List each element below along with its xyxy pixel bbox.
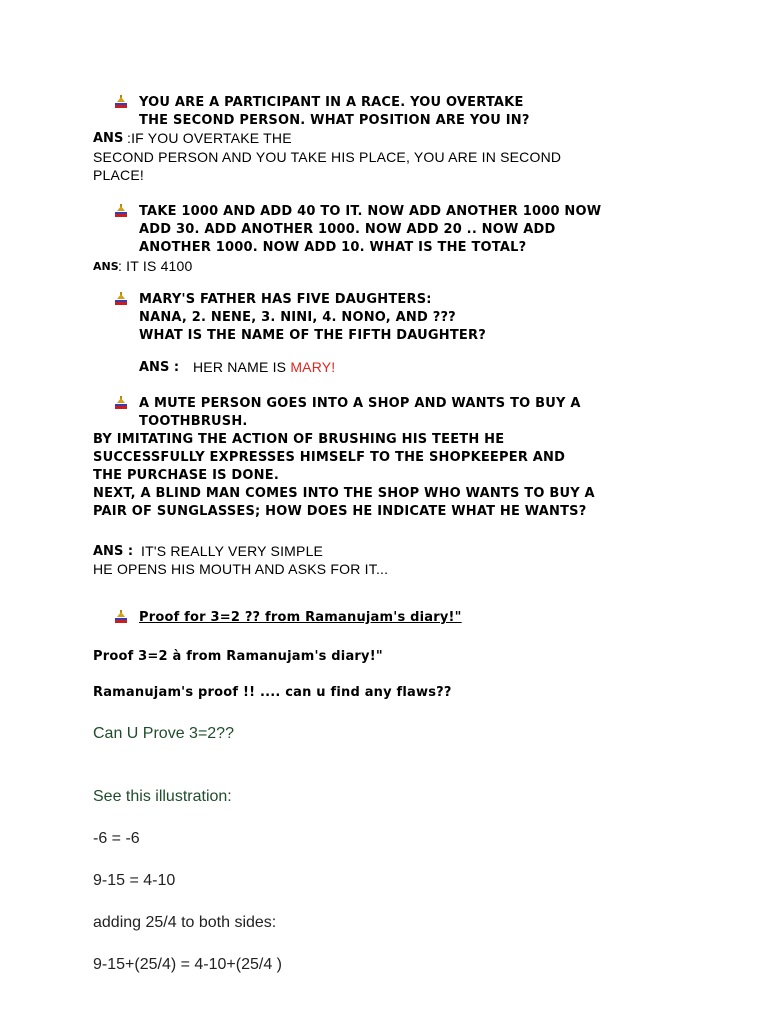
proof-heading: Proof for 3=2 ?? from Ramanujam's diary!" [139,610,462,625]
can-prove-text: Can U Prove 3=2?? [93,725,234,742]
q4-body-3: THE PURCHASE IS DONE. [93,468,279,483]
q2-line-3: ANOTHER 1000. NOW ADD 10. WHAT IS THE TOTAL? [139,240,527,255]
q4-body-1: BY IMITATING THE ACTION OF BRUSHING HIS TEETH HE [93,432,505,447]
q3-ans-text: HER NAME IS MARY! [193,359,336,375]
bullet-icon [114,204,130,218]
proof-step-4: 9-15+(25/4) = 4-10+(25/4 ) [93,956,283,973]
bullet-icon [114,292,130,306]
proof-step-1: -6 = -6 [93,830,140,847]
q2-ans-label: ANS [93,260,119,273]
proof-line-2: Ramanujam's proof !! .... can u find any flaws?? [93,685,452,700]
bullet-icon [114,610,130,624]
q1-line-1: YOU ARE A PARTICIPANT IN A RACE. YOU OVERTAKE [139,95,524,110]
bullet-icon [114,396,130,410]
q1-ans-label: ANS [93,131,124,146]
q4-line-1: A MUTE PERSON GOES INTO A SHOP AND WANTS TO BUY A [139,396,581,411]
proof-step-3: adding 25/4 to both sides: [93,914,277,931]
proof-step-2: 9-15 = 4-10 [93,872,176,889]
bullet-icon [114,95,130,109]
q1-line-2: THE SECOND PERSON. WHAT POSITION ARE YOU IN? [139,113,530,128]
q4-ans-line-1: IT'S REALLY VERY SIMPLE [141,543,324,559]
q1-ans-line-2: SECOND PERSON AND YOU TAKE HIS PLACE, YOU ARE IN SECOND [93,149,562,165]
q4-line-2: TOOTHBRUSH. [139,414,248,429]
q2-line-1: TAKE 1000 AND ADD 40 TO IT. NOW ADD ANOTHER 1000 NOW [139,204,602,219]
q3-line-1: MARY'S FATHER HAS FIVE DAUGHTERS: [139,292,432,307]
q3-ans-highlight: MARY! [290,359,336,375]
q4-body-5: PAIR OF SUNGLASSES; HOW DOES HE INDICATE WHAT HE WANTS? [93,504,587,519]
proof-line-1: Proof 3=2 à from Ramanujam's diary!" [93,649,383,664]
q3-line-3: WHAT IS THE NAME OF THE FIFTH DAUGHTER? [139,328,486,343]
q4-ans-line-2: HE OPENS HIS MOUTH AND ASKS FOR IT... [93,561,389,577]
q4-ans-label: ANS : [93,544,134,559]
q3-ans-label: ANS : [139,360,180,375]
q1-ans-line-3: PLACE! [93,167,144,183]
q4-body-4: NEXT, A BLIND MAN COMES INTO THE SHOP WHO WANTS TO BUY A [93,486,595,501]
q2-line-2: ADD 30. ADD ANOTHER 1000. NOW ADD 20 .. NOW ADD [139,222,556,237]
q3-line-2: NANA, 2. NENE, 3. NINI, 4. NONO, AND ??? [139,310,456,325]
q4-body-2: SUCCESSFULLY EXPRESSES HIMSELF TO THE SHOPKEEPER AND [93,450,566,465]
see-illustration-text: See this illustration: [93,788,232,805]
q1-ans-line-1: :IF YOU OVERTAKE THE [127,130,292,146]
q2-ans-text: : IT IS 4100 [118,258,193,274]
